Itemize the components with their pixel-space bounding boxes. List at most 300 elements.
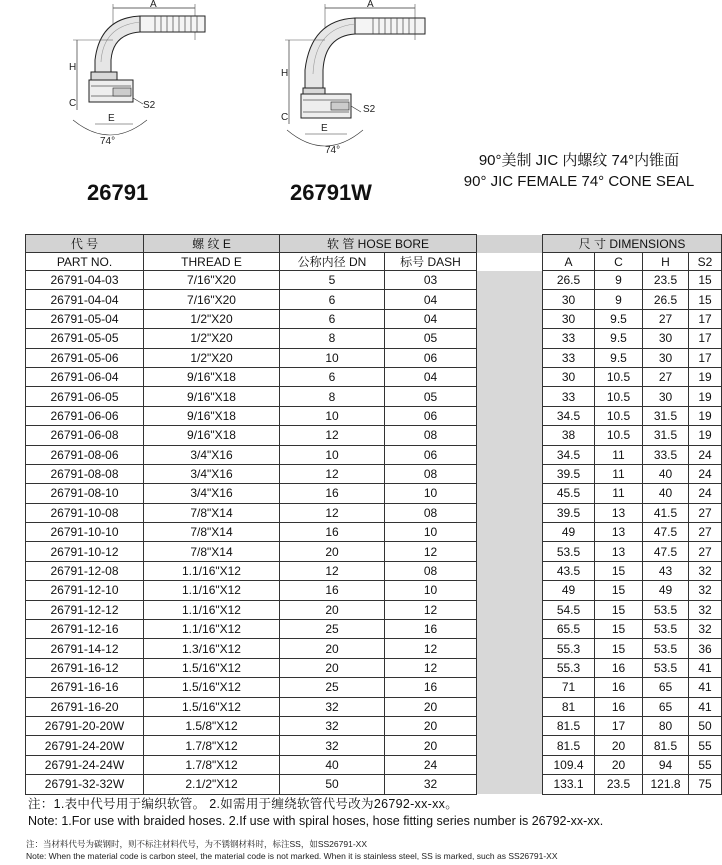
cell-s2: 24 bbox=[689, 464, 722, 483]
cell-thread: 7/16"X20 bbox=[144, 290, 280, 309]
cell-part-no: 26791-06-06 bbox=[26, 406, 144, 425]
cell-dn: 16 bbox=[280, 484, 385, 503]
cell-part-no: 26791-16-12 bbox=[26, 658, 144, 677]
table-row bbox=[26, 484, 722, 503]
table-row bbox=[26, 697, 722, 716]
cell-s2: 41 bbox=[689, 678, 722, 697]
col-header-s2: S2 bbox=[689, 253, 722, 271]
cell-part-no: 26791-24-24W bbox=[26, 755, 144, 774]
spacer-cell bbox=[477, 755, 543, 774]
cell-c: 13 bbox=[595, 542, 643, 561]
cell-dn: 10 bbox=[280, 406, 385, 425]
cell-thread: 1/2"X20 bbox=[144, 309, 280, 328]
spacer-cell bbox=[477, 736, 543, 755]
cell-dash: 12 bbox=[385, 639, 477, 658]
note-cn: 注：1.表中代号用于编织软管。 2.如需用于缠绕软管代号改为26792-xx-xx。 bbox=[28, 797, 459, 811]
cell-dash: 06 bbox=[385, 406, 477, 425]
cell-dn: 6 bbox=[280, 290, 385, 309]
cell-thread: 7/16"X20 bbox=[144, 271, 280, 290]
cell-c: 15 bbox=[595, 639, 643, 658]
cell-h: 53.5 bbox=[643, 658, 689, 677]
cell-dn: 32 bbox=[280, 716, 385, 735]
col-header-thread: THREAD E bbox=[144, 253, 280, 271]
cell-part-no: 26791-06-04 bbox=[26, 367, 144, 386]
cell-dn: 5 bbox=[280, 271, 385, 290]
cell-h: 30 bbox=[643, 387, 689, 406]
spacer-cell bbox=[477, 542, 543, 561]
cell-dash: 04 bbox=[385, 290, 477, 309]
cell-c: 10.5 bbox=[595, 406, 643, 425]
table-row bbox=[26, 775, 722, 794]
note-en: Note: 1.For use with braided hoses. 2.If use with spiral hoses, hose fitting series number is 26792-xx-xx. bbox=[28, 814, 604, 828]
cell-c: 9.5 bbox=[595, 329, 643, 348]
cell-dn: 12 bbox=[280, 464, 385, 483]
cell-s2: 15 bbox=[689, 290, 722, 309]
cell-s2: 41 bbox=[689, 658, 722, 677]
cell-s2: 19 bbox=[689, 426, 722, 445]
cell-dn: 6 bbox=[280, 367, 385, 386]
cell-c: 9 bbox=[595, 271, 643, 290]
table-row bbox=[26, 426, 722, 445]
cell-part-no: 26791-24-20W bbox=[26, 736, 144, 755]
cell-c: 23.5 bbox=[595, 775, 643, 794]
cell-part-no: 26791-12-08 bbox=[26, 561, 144, 580]
spacer-cell bbox=[477, 464, 543, 483]
cell-dash: 08 bbox=[385, 464, 477, 483]
cell-s2: 55 bbox=[689, 755, 722, 774]
cell-dn: 25 bbox=[280, 678, 385, 697]
cell-thread: 1.3/16"X12 bbox=[144, 639, 280, 658]
dim-s2-label: S2 bbox=[143, 100, 156, 111]
cell-s2: 75 bbox=[689, 775, 722, 794]
spacer-column bbox=[477, 235, 543, 253]
cell-thread: 1/2"X20 bbox=[144, 348, 280, 367]
table-row bbox=[26, 464, 722, 483]
cell-c: 13 bbox=[595, 503, 643, 522]
col-header-dn: 公称内径 DN bbox=[280, 253, 385, 271]
cell-s2: 27 bbox=[689, 542, 722, 561]
cell-part-no: 26791-20-20W bbox=[26, 716, 144, 735]
spacer-cell bbox=[477, 678, 543, 697]
spacer-cell bbox=[477, 716, 543, 735]
cell-thread: 1.5/16"X12 bbox=[144, 678, 280, 697]
cell-dash: 08 bbox=[385, 503, 477, 522]
dim-c-label: C bbox=[281, 112, 289, 123]
cell-dash: 24 bbox=[385, 755, 477, 774]
cell-c: 10.5 bbox=[595, 387, 643, 406]
col-header-part-no: PART NO. bbox=[26, 253, 144, 271]
cell-c: 16 bbox=[595, 658, 643, 677]
cell-thread: 3/4"X16 bbox=[144, 445, 280, 464]
cell-dash: 12 bbox=[385, 658, 477, 677]
cell-h: 27 bbox=[643, 367, 689, 386]
col-header-dimensions: 尺 寸 DIMENSIONS bbox=[543, 235, 722, 253]
cell-thread: 1.7/8"X12 bbox=[144, 736, 280, 755]
table-row bbox=[26, 716, 722, 735]
cell-thread: 1.7/8"X12 bbox=[144, 755, 280, 774]
cell-h: 47.5 bbox=[643, 523, 689, 542]
cell-a: 43.5 bbox=[543, 561, 595, 580]
cell-a: 38 bbox=[543, 426, 595, 445]
cell-c: 17 bbox=[595, 716, 643, 735]
spacer-column bbox=[477, 253, 543, 271]
table-row bbox=[26, 271, 722, 290]
spacer-cell bbox=[477, 523, 543, 542]
spec-table-body bbox=[26, 271, 722, 795]
cell-a: 49 bbox=[543, 581, 595, 600]
cell-dash: 10 bbox=[385, 581, 477, 600]
cell-s2: 32 bbox=[689, 561, 722, 580]
fitting-drawing-26791 bbox=[55, 0, 255, 150]
angle-label: 74° bbox=[100, 136, 116, 147]
spacer-cell bbox=[477, 290, 543, 309]
dim-e-label: E bbox=[321, 123, 328, 134]
spacer-cell bbox=[477, 406, 543, 425]
cell-dn: 10 bbox=[280, 445, 385, 464]
spacer-cell bbox=[477, 484, 543, 503]
cell-h: 80 bbox=[643, 716, 689, 735]
table-row bbox=[26, 600, 722, 619]
cell-a: 30 bbox=[543, 290, 595, 309]
cell-part-no: 26791-10-10 bbox=[26, 523, 144, 542]
table-row bbox=[26, 445, 722, 464]
title-cn: 90°美制 JIC 内螺纹 74°内锥面 bbox=[478, 152, 680, 169]
cell-dn: 16 bbox=[280, 581, 385, 600]
cell-c: 10.5 bbox=[595, 367, 643, 386]
cell-h: 40 bbox=[643, 464, 689, 483]
cell-h: 27 bbox=[643, 309, 689, 328]
cell-part-no: 26791-14-12 bbox=[26, 639, 144, 658]
table-row bbox=[26, 542, 722, 561]
dim-h-label: H bbox=[281, 68, 289, 79]
cell-s2: 17 bbox=[689, 348, 722, 367]
table-row bbox=[26, 329, 722, 348]
cell-dn: 32 bbox=[280, 697, 385, 716]
cell-dn: 8 bbox=[280, 387, 385, 406]
table-row bbox=[26, 406, 722, 425]
cell-h: 65 bbox=[643, 697, 689, 716]
cell-thread: 1.5/8"X12 bbox=[144, 716, 280, 735]
notes bbox=[28, 796, 603, 830]
cell-h: 81.5 bbox=[643, 736, 689, 755]
cell-c: 20 bbox=[595, 755, 643, 774]
cell-c: 13 bbox=[595, 523, 643, 542]
cell-h: 49 bbox=[643, 581, 689, 600]
cell-thread: 1.5/16"X12 bbox=[144, 658, 280, 677]
cell-dn: 12 bbox=[280, 561, 385, 580]
cell-dash: 20 bbox=[385, 736, 477, 755]
cell-h: 53.5 bbox=[643, 639, 689, 658]
cell-c: 11 bbox=[595, 464, 643, 483]
cell-h: 47.5 bbox=[643, 542, 689, 561]
spacer-cell bbox=[477, 503, 543, 522]
cell-a: 81.5 bbox=[543, 736, 595, 755]
cell-part-no: 26791-05-06 bbox=[26, 348, 144, 367]
cell-dash: 20 bbox=[385, 716, 477, 735]
table-row bbox=[26, 523, 722, 542]
cell-s2: 27 bbox=[689, 503, 722, 522]
cell-thread: 9/16"X18 bbox=[144, 406, 280, 425]
cell-thread: 7/8"X14 bbox=[144, 542, 280, 561]
cell-part-no: 26791-16-16 bbox=[26, 678, 144, 697]
cell-part-no: 26791-04-03 bbox=[26, 271, 144, 290]
cell-a: 49 bbox=[543, 523, 595, 542]
cell-a: 26.5 bbox=[543, 271, 595, 290]
cell-c: 9.5 bbox=[595, 348, 643, 367]
cell-dash: 08 bbox=[385, 426, 477, 445]
table-row bbox=[26, 639, 722, 658]
cell-a: 54.5 bbox=[543, 600, 595, 619]
cell-s2: 50 bbox=[689, 716, 722, 735]
cell-s2: 36 bbox=[689, 639, 722, 658]
cell-h: 43 bbox=[643, 561, 689, 580]
cell-h: 26.5 bbox=[643, 290, 689, 309]
cell-thread: 9/16"X18 bbox=[144, 387, 280, 406]
cell-dash: 08 bbox=[385, 561, 477, 580]
cell-dash: 05 bbox=[385, 329, 477, 348]
col-header-h: H bbox=[643, 253, 689, 271]
table-row bbox=[26, 387, 722, 406]
spacer-cell bbox=[477, 620, 543, 639]
col-header-dash: 标号 DASH bbox=[385, 253, 477, 271]
cell-s2: 19 bbox=[689, 387, 722, 406]
cell-dn: 12 bbox=[280, 503, 385, 522]
spacer-cell bbox=[477, 348, 543, 367]
cell-s2: 15 bbox=[689, 271, 722, 290]
cell-dash: 16 bbox=[385, 678, 477, 697]
spacer-cell bbox=[477, 329, 543, 348]
cell-dash: 10 bbox=[385, 523, 477, 542]
cell-dn: 40 bbox=[280, 755, 385, 774]
cell-dn: 50 bbox=[280, 775, 385, 794]
table-row bbox=[26, 678, 722, 697]
cell-part-no: 26791-06-08 bbox=[26, 426, 144, 445]
cell-h: 65 bbox=[643, 678, 689, 697]
cell-dash: 20 bbox=[385, 697, 477, 716]
dim-c-label: C bbox=[69, 98, 77, 109]
cell-part-no: 26791-12-10 bbox=[26, 581, 144, 600]
spacer-cell bbox=[477, 775, 543, 794]
cell-dash: 04 bbox=[385, 309, 477, 328]
cell-thread: 9/16"X18 bbox=[144, 367, 280, 386]
col-header-thread-cn: 螺 纹 E bbox=[144, 235, 280, 253]
cell-s2: 41 bbox=[689, 697, 722, 716]
cell-h: 53.5 bbox=[643, 600, 689, 619]
cell-h: 31.5 bbox=[643, 426, 689, 445]
cell-a: 133.1 bbox=[543, 775, 595, 794]
cell-dash: 03 bbox=[385, 271, 477, 290]
cell-c: 10.5 bbox=[595, 426, 643, 445]
table-row bbox=[26, 620, 722, 639]
cell-part-no: 26791-10-12 bbox=[26, 542, 144, 561]
cell-thread: 1/2"X20 bbox=[144, 329, 280, 348]
cell-thread: 1.1/16"X12 bbox=[144, 581, 280, 600]
cell-dash: 12 bbox=[385, 542, 477, 561]
cell-thread: 3/4"X16 bbox=[144, 484, 280, 503]
table-row bbox=[26, 561, 722, 580]
cell-s2: 27 bbox=[689, 523, 722, 542]
cell-a: 34.5 bbox=[543, 406, 595, 425]
cell-a: 30 bbox=[543, 367, 595, 386]
cell-dash: 32 bbox=[385, 775, 477, 794]
dim-a-label: A bbox=[150, 0, 157, 10]
fitting-drawing-26791w bbox=[275, 0, 475, 160]
angle-label: 74° bbox=[325, 145, 341, 156]
spacer-cell bbox=[477, 639, 543, 658]
cell-s2: 24 bbox=[689, 484, 722, 503]
cell-a: 39.5 bbox=[543, 464, 595, 483]
cell-part-no: 26791-08-08 bbox=[26, 464, 144, 483]
part-label-26791: 26791 bbox=[87, 180, 149, 205]
cell-c: 11 bbox=[595, 445, 643, 464]
cell-a: 109.4 bbox=[543, 755, 595, 774]
cell-a: 71 bbox=[543, 678, 595, 697]
part-label-26791w: 26791W bbox=[290, 180, 372, 205]
dim-s2-label: S2 bbox=[363, 104, 376, 115]
cell-thread: 3/4"X16 bbox=[144, 464, 280, 483]
cell-a: 33 bbox=[543, 348, 595, 367]
cell-a: 55.3 bbox=[543, 658, 595, 677]
footnote-cn: 注：当材料代号为碳钢时，则不标注材料代号，为不锈钢材料时，标注SS，如SS26791-XX bbox=[26, 839, 367, 849]
cell-s2: 19 bbox=[689, 367, 722, 386]
cell-dash: 06 bbox=[385, 348, 477, 367]
table-row bbox=[26, 736, 722, 755]
cell-part-no: 26791-08-06 bbox=[26, 445, 144, 464]
spacer-cell bbox=[477, 309, 543, 328]
cell-thread: 9/16"X18 bbox=[144, 426, 280, 445]
cell-c: 9 bbox=[595, 290, 643, 309]
spacer-cell bbox=[477, 367, 543, 386]
cell-dn: 20 bbox=[280, 600, 385, 619]
cell-dn: 25 bbox=[280, 620, 385, 639]
cell-a: 81 bbox=[543, 697, 595, 716]
cell-c: 15 bbox=[595, 600, 643, 619]
cell-dash: 06 bbox=[385, 445, 477, 464]
cell-a: 39.5 bbox=[543, 503, 595, 522]
cell-dash: 05 bbox=[385, 387, 477, 406]
spacer-cell bbox=[477, 697, 543, 716]
cell-c: 20 bbox=[595, 736, 643, 755]
cell-s2: 24 bbox=[689, 445, 722, 464]
cell-dn: 20 bbox=[280, 658, 385, 677]
cell-thread: 1.5/16"X12 bbox=[144, 697, 280, 716]
cell-a: 34.5 bbox=[543, 445, 595, 464]
cell-thread: 7/8"X14 bbox=[144, 523, 280, 542]
table-row bbox=[26, 367, 722, 386]
cell-dn: 32 bbox=[280, 736, 385, 755]
spacer-cell bbox=[477, 426, 543, 445]
cell-s2: 17 bbox=[689, 329, 722, 348]
cell-s2: 32 bbox=[689, 620, 722, 639]
cell-s2: 32 bbox=[689, 581, 722, 600]
cell-s2: 55 bbox=[689, 736, 722, 755]
cell-dash: 16 bbox=[385, 620, 477, 639]
fitting-title bbox=[444, 150, 714, 192]
dim-e-label: E bbox=[108, 113, 115, 124]
table-row bbox=[26, 581, 722, 600]
cell-dn: 12 bbox=[280, 426, 385, 445]
cell-dash: 04 bbox=[385, 367, 477, 386]
cell-part-no: 26791-05-05 bbox=[26, 329, 144, 348]
spacer-cell bbox=[477, 600, 543, 619]
cell-h: 53.5 bbox=[643, 620, 689, 639]
cell-dn: 10 bbox=[280, 348, 385, 367]
footnote-en: Note: When the material code is carbon steel, the material code is not marked. When it is stainless steel, SS is marked, such as SS26791-XX bbox=[26, 851, 558, 861]
col-header-c: C bbox=[595, 253, 643, 271]
cell-part-no: 26791-04-04 bbox=[26, 290, 144, 309]
cell-a: 45.5 bbox=[543, 484, 595, 503]
dim-a-label: A bbox=[367, 0, 374, 10]
col-header-hose-bore: 软 管 HOSE BORE bbox=[280, 235, 477, 253]
cell-s2: 17 bbox=[689, 309, 722, 328]
cell-c: 15 bbox=[595, 561, 643, 580]
cell-h: 41.5 bbox=[643, 503, 689, 522]
cell-a: 81.5 bbox=[543, 716, 595, 735]
cell-part-no: 26791-32-32W bbox=[26, 775, 144, 794]
cell-a: 30 bbox=[543, 309, 595, 328]
title-en: 90° JIC FEMALE 74° CONE SEAL bbox=[463, 173, 695, 190]
spacer-cell bbox=[477, 445, 543, 464]
cell-part-no: 26791-05-04 bbox=[26, 309, 144, 328]
table-row bbox=[26, 503, 722, 522]
cell-dash: 12 bbox=[385, 600, 477, 619]
cell-c: 16 bbox=[595, 697, 643, 716]
spacer-cell bbox=[477, 658, 543, 677]
spacer-cell bbox=[477, 561, 543, 580]
cell-h: 40 bbox=[643, 484, 689, 503]
cell-s2: 19 bbox=[689, 406, 722, 425]
col-header-a: A bbox=[543, 253, 595, 271]
cell-s2: 32 bbox=[689, 600, 722, 619]
cell-dn: 20 bbox=[280, 639, 385, 658]
table-row bbox=[26, 755, 722, 774]
cell-thread: 2.1/2"X12 bbox=[144, 775, 280, 794]
table-row bbox=[26, 348, 722, 367]
cell-c: 15 bbox=[595, 620, 643, 639]
cell-c: 15 bbox=[595, 581, 643, 600]
cell-c: 9.5 bbox=[595, 309, 643, 328]
cell-part-no: 26791-10-08 bbox=[26, 503, 144, 522]
spec-table bbox=[25, 234, 722, 795]
cell-a: 55.3 bbox=[543, 639, 595, 658]
cell-thread: 7/8"X14 bbox=[144, 503, 280, 522]
cell-h: 33.5 bbox=[643, 445, 689, 464]
cell-a: 33 bbox=[543, 329, 595, 348]
cell-part-no: 26791-12-16 bbox=[26, 620, 144, 639]
cell-thread: 1.1/16"X12 bbox=[144, 561, 280, 580]
cell-dn: 8 bbox=[280, 329, 385, 348]
cell-part-no: 26791-06-05 bbox=[26, 387, 144, 406]
cell-h: 23.5 bbox=[643, 271, 689, 290]
cell-a: 65.5 bbox=[543, 620, 595, 639]
spacer-cell bbox=[477, 387, 543, 406]
material-footnote bbox=[26, 838, 558, 862]
spacer-cell bbox=[477, 581, 543, 600]
cell-h: 31.5 bbox=[643, 406, 689, 425]
col-header-part-no-cn: 代 号 bbox=[26, 235, 144, 253]
cell-dash: 10 bbox=[385, 484, 477, 503]
cell-part-no: 26791-16-20 bbox=[26, 697, 144, 716]
cell-h: 94 bbox=[643, 755, 689, 774]
cell-part-no: 26791-12-12 bbox=[26, 600, 144, 619]
cell-c: 11 bbox=[595, 484, 643, 503]
table-row bbox=[26, 658, 722, 677]
cell-a: 33 bbox=[543, 387, 595, 406]
cell-c: 16 bbox=[595, 678, 643, 697]
cell-part-no: 26791-08-10 bbox=[26, 484, 144, 503]
cell-thread: 1.1/16"X12 bbox=[144, 620, 280, 639]
cell-dn: 20 bbox=[280, 542, 385, 561]
